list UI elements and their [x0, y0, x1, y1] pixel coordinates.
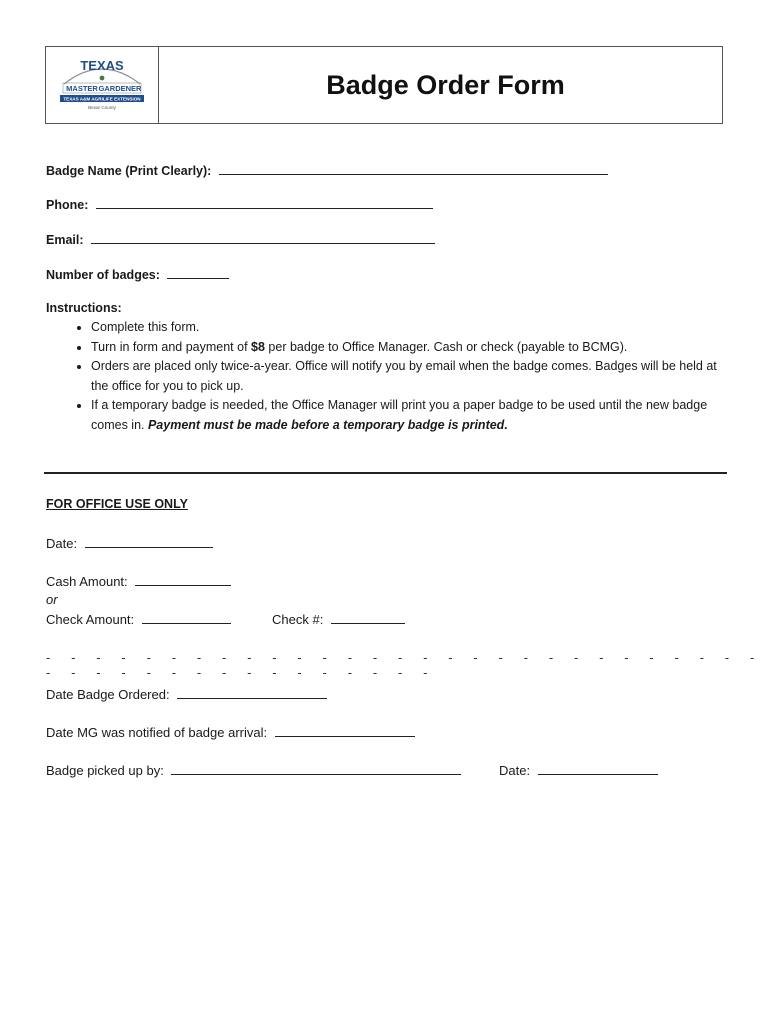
- phone-row: [46, 196, 433, 212]
- number-badges-label: Number of badges:: [46, 268, 160, 282]
- email-input-line[interactable]: [91, 231, 435, 244]
- texas-master-gardener-logo: [54, 54, 150, 116]
- number-badges-row: [46, 266, 229, 282]
- email-row: [46, 231, 435, 247]
- header-box: [45, 46, 723, 124]
- instruction-price: $8: [251, 339, 265, 354]
- badge-name-label: Badge Name (Print Clearly):: [46, 164, 212, 178]
- date-notified-input-line[interactable]: [275, 724, 415, 737]
- email-label: Email:: [46, 233, 84, 247]
- date-ordered-input-line[interactable]: [177, 686, 327, 699]
- cash-amount-label: Cash Amount:: [46, 574, 128, 589]
- picked-date-label: Date:: [499, 763, 531, 778]
- svg-text:TEXAS: TEXAS: [80, 58, 124, 73]
- office-date-label: Date:: [46, 536, 78, 551]
- instructions-heading: Instructions:: [46, 301, 122, 315]
- instruction-text: per badge to Office Manager. Cash or check (payable to BCMG).: [264, 339, 628, 354]
- instruction-item: [91, 357, 736, 396]
- picked-up-label: Badge picked up by:: [46, 763, 164, 778]
- instruction-item: [91, 338, 736, 358]
- phone-input-line[interactable]: [96, 196, 433, 209]
- date-notified-row: [46, 724, 415, 740]
- instructions-section: [46, 301, 736, 435]
- date-ordered-row: [46, 686, 327, 702]
- instruction-item: [91, 318, 736, 338]
- phone-label: Phone:: [46, 198, 89, 212]
- office-date-input-line[interactable]: [85, 535, 213, 548]
- picked-date-row: [499, 762, 658, 778]
- instruction-text: Turn in form and payment of: [91, 339, 252, 354]
- svg-text:GARDENER: GARDENER: [98, 84, 142, 93]
- date-notified-label: Date MG was notified of badge arrival:: [46, 725, 268, 740]
- instruction-item: [91, 396, 736, 435]
- instruction-text: Complete this form.: [91, 320, 200, 334]
- page-title: Badge Order Form: [326, 69, 565, 100]
- instructions-list: [46, 318, 736, 435]
- office-use-title: FOR OFFICE USE ONLY: [46, 497, 188, 511]
- check-number-input-line[interactable]: [331, 611, 405, 624]
- check-amount-input-line[interactable]: [142, 611, 231, 624]
- logo-cell: [46, 47, 159, 123]
- instruction-text: Orders are placed only twice-a-year. Office will notify you by email when the badge comes. Badges will be held at the office for you to pick up.: [91, 359, 717, 393]
- svg-text:MASTER: MASTER: [66, 84, 98, 93]
- title-cell: [159, 47, 722, 123]
- dashed-separator: - - - - - - - - - - - - - - - - - - - - - - - - - - - - - - - - - - - - - - - - - - - - -: [46, 650, 763, 680]
- section-divider: [44, 472, 727, 474]
- check-number-label: Check #:: [272, 612, 324, 627]
- or-label: or: [46, 592, 58, 607]
- picked-up-input-line[interactable]: [171, 762, 461, 775]
- instruction-text: If a temporary badge is needed, the Office Manager will print you a paper badge to be used until the new badge comes in.: [91, 398, 708, 432]
- check-amount-row: [46, 611, 231, 627]
- check-number-row: [272, 611, 405, 627]
- svg-text:Bexar County: Bexar County: [88, 105, 116, 110]
- badge-name-input-line[interactable]: [219, 162, 608, 175]
- badge-name-row: [46, 162, 608, 178]
- check-amount-label: Check Amount:: [46, 612, 135, 627]
- number-badges-input-line[interactable]: [167, 266, 229, 279]
- office-date-row: [46, 535, 213, 551]
- cash-amount-row: [46, 573, 231, 589]
- svg-text:TEXAS A&M AGRILIFE EXTENSION: TEXAS A&M AGRILIFE EXTENSION: [63, 96, 141, 102]
- picked-date-input-line[interactable]: [538, 762, 658, 775]
- date-ordered-label: Date Badge Ordered:: [46, 687, 170, 702]
- picked-up-row: [46, 762, 461, 778]
- instruction-warning: Payment must be made before a temporary badge is printed.: [147, 417, 508, 432]
- cash-amount-input-line[interactable]: [135, 573, 231, 586]
